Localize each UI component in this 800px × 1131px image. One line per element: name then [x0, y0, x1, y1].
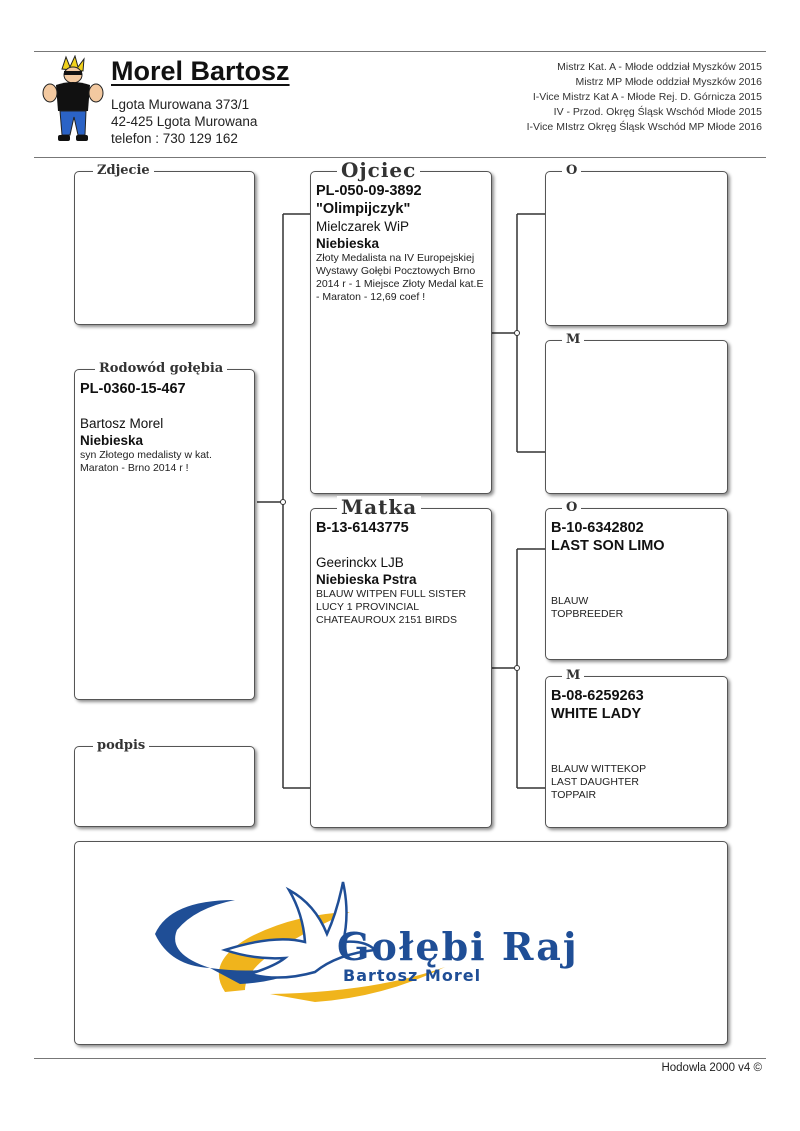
- maternal-grandfather-line: BLAUW: [551, 595, 589, 607]
- maternal-grandfather-title: O: [562, 500, 581, 516]
- achievement-title: Mistrz MP Młode oddział Myszków 2016: [575, 76, 762, 88]
- father-color: Niebieska: [316, 236, 380, 251]
- mother-box-title: Matka: [337, 496, 421, 518]
- footer-rule: [34, 1058, 766, 1059]
- father-owner: Mielczarek WiP: [316, 219, 410, 234]
- father-ring-number: PL-050-09-3892: [316, 183, 422, 199]
- maternal-grandmother-ring: B-08-6259263: [551, 688, 644, 704]
- maternal-grandfather-box: [545, 500, 728, 660]
- logo-blue-swoosh: [155, 900, 235, 968]
- photo-box: [74, 163, 255, 325]
- father-description: Złoty Medalista na IV Europejskiej Wystawy Gołębi Pocztowych Brno 2014 r - 1 Miejsce Złoty Medal kat.E - Maraton - 12,69 coef !: [316, 252, 484, 303]
- mother-color: Niebieska Pstra: [316, 572, 417, 587]
- pigeon-ring-number: PL-0360-15-467: [80, 381, 186, 397]
- signature-box: [74, 738, 255, 827]
- phone: telefon : 730 129 162: [111, 131, 238, 146]
- logo-image: [75, 842, 725, 1042]
- logo-title: Gołębi Raj: [337, 924, 579, 969]
- maternal-grandmother-line: LAST DAUGHTER: [551, 776, 639, 788]
- address-line-1: Lgota Murowana 373/1: [111, 97, 250, 112]
- maternal-grandmother-line: TOPPAIR: [551, 789, 597, 801]
- footer-text: Hodowla 2000 v4 ©: [661, 1062, 762, 1074]
- connector-node: [515, 666, 520, 671]
- pigeon-color: Niebieska: [80, 433, 144, 448]
- mother-box: [310, 495, 492, 828]
- signature-box-title: podpis: [93, 738, 149, 754]
- pigeon-description: syn Złotego medalisty w kat. Maraton - Brno 2014 r !: [80, 449, 212, 474]
- owner-name: Morel Bartosz: [111, 56, 290, 86]
- maternal-grandfather-line: TOPBREEDER: [551, 608, 624, 620]
- paternal-grandmother-title: M: [562, 332, 584, 348]
- achievement-title: Mistrz Kat. A - Młode oddział Myszków 2015: [557, 61, 762, 73]
- address-line-2: 42-425 Lgota Murowana: [111, 114, 258, 129]
- achievement-title: IV - Przod. Okręg Śląsk Wschód Młode 2015: [553, 106, 762, 118]
- photo-box-title: Zdjecie: [93, 163, 154, 179]
- father-box-title: Ojciec: [337, 159, 420, 181]
- pigeon-box-title: Rodowód gołębia: [95, 361, 227, 377]
- paternal-grandfather-title: O: [562, 163, 581, 179]
- mother-owner: Geerinckx LJB: [316, 555, 404, 570]
- mother-ring-number: B-13-6143775: [316, 520, 409, 536]
- maternal-grandfather-ring: B-10-6342802: [551, 520, 644, 536]
- achievement-title: I-Vice Mistrz Kat A - Młode Rej. D. Górnicza 2015: [532, 91, 762, 103]
- maternal-grandmother-title: M: [562, 668, 584, 684]
- paternal-grandmother-box: [545, 332, 728, 494]
- maternal-grandfather-name: LAST SON LIMO: [551, 538, 665, 554]
- maternal-grandmother-box: [545, 668, 728, 828]
- achievement-title: I-Vice MIstrz Okręg Śląsk Wschód MP Młode 2016: [526, 121, 762, 133]
- mother-description: BLAUW WITPEN FULL SISTER LUCY 1 PROVINCIAL CHATEAUROUX 2151 BIRDS: [316, 588, 467, 626]
- maternal-grandmother-line: BLAUW WITTEKOP: [551, 763, 647, 775]
- paternal-grandfather-box: [545, 163, 728, 326]
- connector-node: [515, 331, 520, 336]
- father-box: [310, 158, 492, 494]
- pigeon-box: [74, 361, 255, 700]
- maternal-grandmother-name: WHITE LADY: [551, 706, 642, 722]
- father-name: "Olimpijczyk": [316, 201, 411, 217]
- logo-subtitle: Bartosz Morel: [343, 966, 482, 985]
- connector-node: [281, 500, 286, 505]
- pigeon-owner: Bartosz Morel: [80, 416, 164, 431]
- logo-box: [74, 841, 728, 1045]
